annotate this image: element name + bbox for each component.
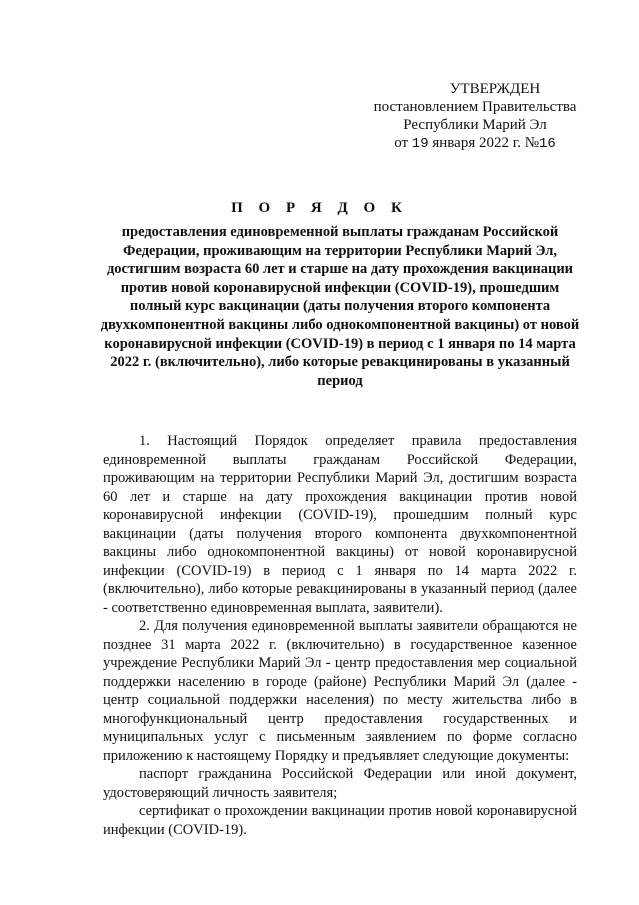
document-body [103, 432, 577, 839]
paragraph-1: 1. Настоящий Порядок определяет правила предоставления единовременной выплаты гражданам Российской Федерации, проживающим на территории Республики Марий Эл, достигшим возраста 60 лет и старше на дату прохождения вакцинации против новой коронавирусной инфекции (COVID-19), прошедшим полный курс вакцинации (даты получения второго компонента двухкомпонентной вакцины либо однокомпонентной вакцины) от новой коронавирусной инфекции (COVID-19) в период с 1 января по 14 марта 2022 г. (включительно), либо которые ревакцинированы в указанный период (далее - соответственно единовременная выплата, заявители). [103, 433, 577, 616]
approval-region: Республики Марий Эл [403, 117, 547, 133]
document-item-passport: паспорт гражданина Российской Федерации или иной документ, удостоверяющий личность заявителя; [103, 766, 577, 801]
approval-heading: УТВЕРЖДЕН [449, 81, 541, 97]
approval-date-middle: января 2022 г. № [432, 135, 539, 151]
approval-date-day: 19 [411, 136, 429, 152]
approval-date-prefix: от [394, 135, 409, 151]
approval-stamp [355, 80, 595, 153]
approval-authority: постановлением Правительства [373, 99, 577, 115]
document-item-certificate: сертификат о прохождении вакцинации против новой коронавирусной инфекции (COVID-19). [103, 803, 577, 838]
document-subtitle: предоставления единовременной выплаты гражданам Российской Федерации, проживающим на территории Республики Марий Эл, достигшим возраста 60 лет и старше на дату прохождения вакцинации против новой коронавирусной инфекции (COVID-19), прошедшим полный курс вакцинации (даты получения второго компонента двухкомпонентной вакцины либо однокомпонентной вакцины) от новой коронавирусной инфекции (COVID-19) в период с 1 января по 14 марта 2022 г. (включительно), либо которые ревакцинированы в указанный период [100, 224, 580, 389]
paragraph-2: 2. Для получения единовременной выплаты заявители обращаются не позднее 31 марта 2022 г. (включительно) в государственное казенное учреждение Республики Марий Эл - центр предоставления мер социальной поддержки населению в городе (районе) Республики Марий Эл (далее - центр социальной поддержки населения) по месту жительства либо в многофункциональный центр предоставления государственных и муниципальных услуг с письменным заявлением по форме согласно приложению к настоящему Порядку и предъявляет следующие документы: [103, 618, 577, 764]
document-title: П О Р Я Д О К [231, 200, 408, 216]
approval-date [355, 134, 595, 153]
approval-number: 16 [539, 136, 556, 152]
